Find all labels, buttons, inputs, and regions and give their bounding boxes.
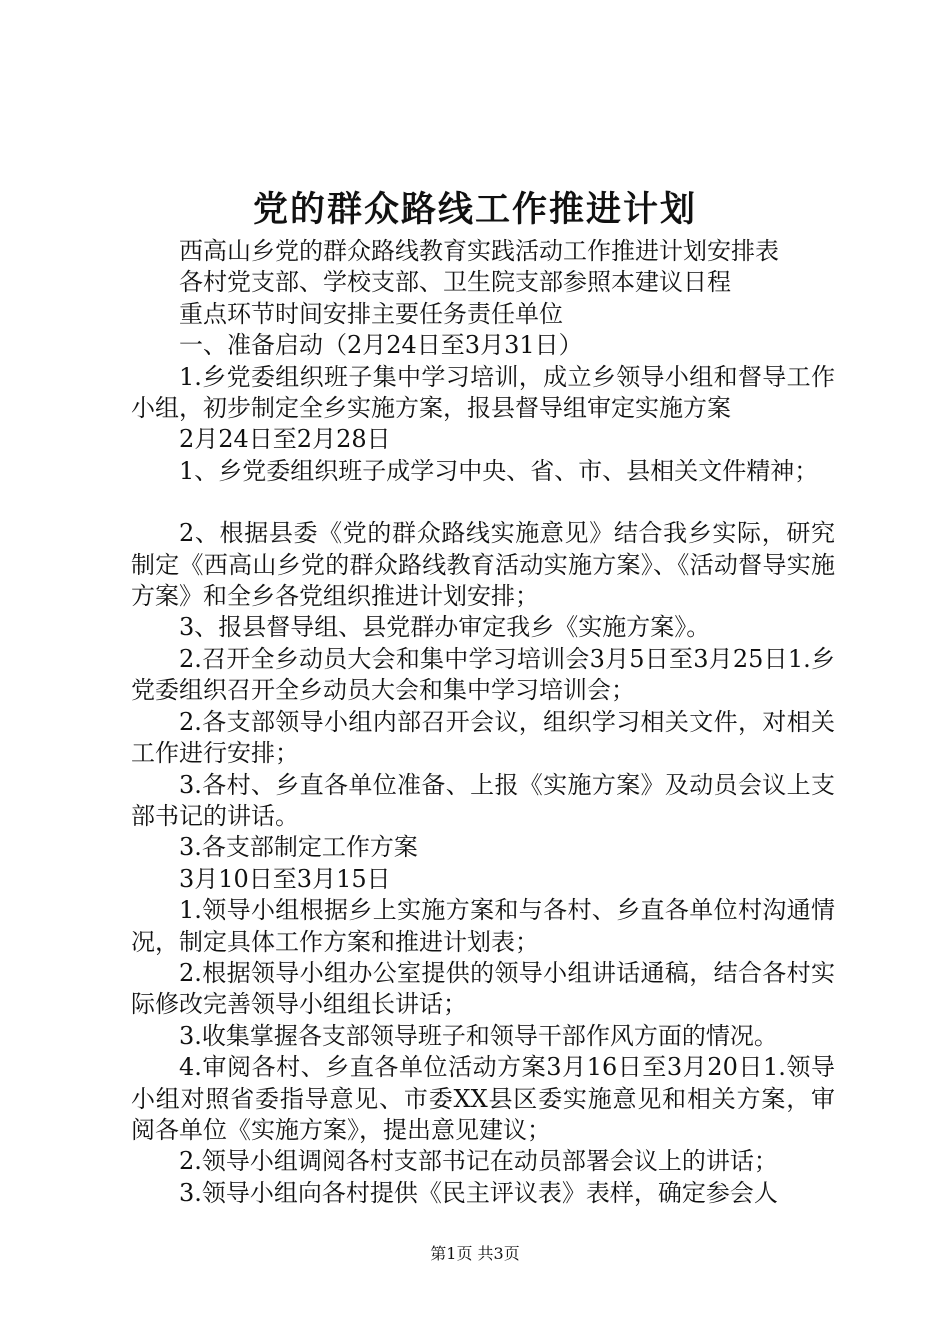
paragraph-1: 西高山乡党的群众路线教育实践活动工作推进计划安排表 xyxy=(179,237,779,265)
paragraph-9: 3、报县督导组、县党群办审定我乡《实施方案》。 xyxy=(179,613,711,642)
paragraph-2: 各村党支部、学校支部、卫生院支部参照本建议日程 xyxy=(179,268,731,297)
paragraph-17: 3.收集掌握各支部领导班子和领导干部作风方面的情况。 xyxy=(179,1021,778,1050)
paragraph-15: 1.领导小组根据乡上实施方案和与各村、乡直各单位村沟通情况，制定具体工作方案和推进计划表； xyxy=(131,896,835,956)
paragraph-10: 2.召开全乡动员大会和集中学习培训会3月5日至3月25日1.乡党委组织召开全乡动员大会和集中学习培训会； xyxy=(131,644,835,705)
paragraph-6: 2月24日至2月28日 xyxy=(179,425,391,454)
document-title: 党的群众路线工作推进计划 xyxy=(252,189,697,230)
paragraph-8: 2、根据县委《党的群众路线实施意见》结合我乡实际，研究制定《西高山乡党的群众路线教育活动实施方案》、《活动督导实施方案》和全乡各党组织推进计划安排； xyxy=(131,519,835,611)
paragraph-12: 3.各村、乡直各单位准备、上报《实施方案》及动员会议上支部书记的讲话。 xyxy=(131,770,835,830)
paragraph-5: 1.乡党委组织班子集中学习培训，成立乡领导小组和督导工作小组，初步制定全乡实施方案，报县督导组审定实施方案 xyxy=(131,362,835,423)
paragraph-7: 1、乡党委组织班子成学习中央、省、市、县相关文件精神； xyxy=(179,456,819,485)
paragraph-19: 2.领导小组调阅各村支部书记在动员部署会议上的讲话； xyxy=(179,1147,778,1176)
paragraph-14: 3月10日至3月15日 xyxy=(179,864,391,893)
paragraph-3: 重点环节时间安排主要任务责任单位 xyxy=(179,299,563,328)
paragraph-20: 3.领导小组向各村提供《民主评议表》表样，确定参会人 xyxy=(179,1178,778,1207)
paragraph-13: 3.各支部制定工作方案 xyxy=(179,833,418,862)
paragraph-18: 4.审阅各村、乡直各单位活动方案3月16日至3月20日1.领导小组对照省委指导意见、市委XX县区委实施意见和相关方案，审阅各单位《实施方案》，提出意见建议； xyxy=(131,1053,835,1144)
document-body xyxy=(131,236,835,1209)
paragraph-4: 一、准备启动（2月24日至3月31日） xyxy=(179,331,583,360)
paragraph-spacer xyxy=(131,487,835,518)
page-number-footer: 第1页 共3页 xyxy=(430,1244,520,1263)
paragraph-11: 2.各支部领导小组内部召开会议，组织学习相关文件，对相关工作进行安排； xyxy=(131,707,835,768)
paragraph-16: 2.根据领导小组办公室提供的领导小组讲话通稿，结合各村实际修改完善领导小组组长讲话； xyxy=(131,958,835,1019)
